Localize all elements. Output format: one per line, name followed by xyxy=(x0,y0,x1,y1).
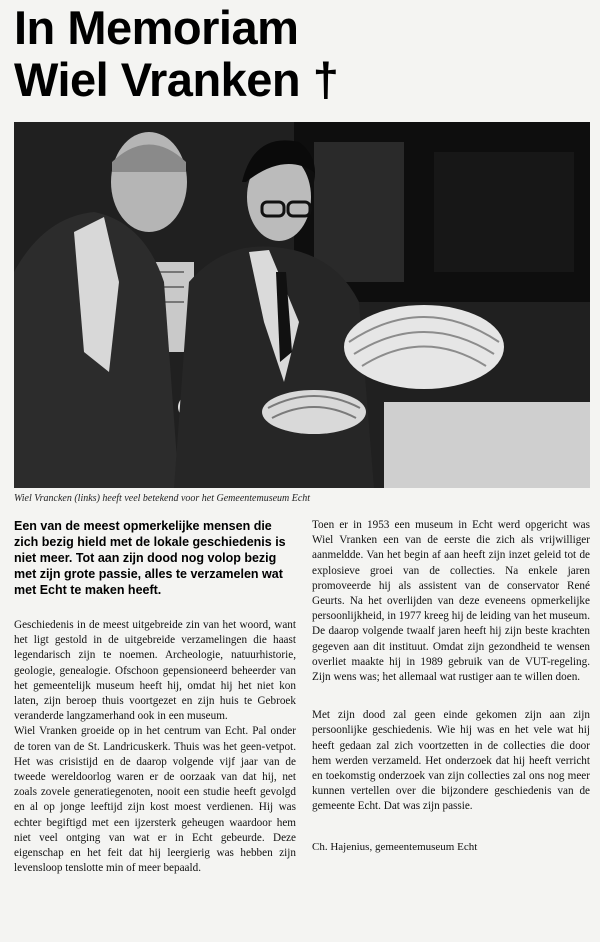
article-body-right xyxy=(312,518,590,815)
article-photo xyxy=(14,122,590,488)
photo-caption: Wiel Vrancken (links) heeft veel betekend voor het Gemeentemuseum Echt xyxy=(14,493,311,504)
headline-line-2: Wiel Vranken † xyxy=(14,53,339,106)
article-column-left xyxy=(14,518,296,876)
photo-illustration xyxy=(14,122,590,488)
paragraph-spacer xyxy=(312,685,590,708)
paragraph: Wiel Vranken groeide op in het centrum van Echt. Pal onder de toren van de St. Landricuskerk. Thuis was het geen-vetpot. Het was crisistijd en de daarop volgende vijf jaar van de tweede wereldoorlog waren er de oorzaak van dat hij, net zoals zovele generatiegenoten, nooit een studie heeft gevolgd en al op jonge leeftijd zijn kost moest verdienen. Hij was echter begiftigd met een ijzersterk geheugen waardoor hem niet veel ontging van wat er in Echt gebeurde. Deze eigenschap en het feit dat hij leergierig was hebben zijn levensloop tenslotte min of meer bepaald. xyxy=(14,725,296,875)
paragraph: Toen er in 1953 een museum in Echt werd opgericht was Wiel Vranken een van de eerste die zich als vrijwilliger aanmeldde. Van het begin af aan heeft zijn inzet geleid tot de explosieve groei van de collecties. Na enkele jaren promoveerde hij als assistent van de conservator René Geurts. Na het overlijden van deze eveneens opmerkelijke persoonlijkheid, in 1977 kreeg hij de leiding van het museum. De daarop volgende twaalf jaren heeft hij zijn beste krachten gegeven aan dit instituut. Omdat zijn gezondheid te wensen overliet maakte hij in 1989 gebruik van de VUT-regeling. Zijn wens was; het allemaal wat rustiger aan te willen doen. xyxy=(312,519,590,684)
article-column-right xyxy=(312,518,590,853)
article-signature: Ch. Hajenius, gemeentemuseum Echt xyxy=(312,840,478,853)
article-body-left xyxy=(14,618,296,876)
paragraph: Geschiedenis in de meest uitgebreide zin van het woord, want het ligt gestold in de uitgebreide verzamelingen die haast legendarisch zijn te noemen. Archeologie, natuurhistorie, geologie, genealogie. Ofschoon gepensioneerd beheerder van het gemeentelijk museum heeft hij, omdat hij het niet kon laten, zijn beroep thuis voortgezet en zijn huis te Gebroek veranderde langzamerhand ook in een museum. xyxy=(14,619,296,723)
article-headline xyxy=(14,2,338,106)
paragraph: Met zijn dood zal geen einde gekomen zijn aan zijn persoonlijke geschiedenis. Wie hij was en het vele wat hij heeft gedaan zal zich voortzetten in de collecties die door hem werden verzameld. Het onderzoek dat hij heeft verricht en toekomstig onderzoek van zijn collecties zal ons nog meer kunnen vertellen over die bijzondere geschiedenis van de gemeente Echt. Dat was zijn passie. xyxy=(312,709,590,813)
headline-line-1: In Memoriam xyxy=(14,1,299,54)
article-lead: Een van de meest opmerkelijke mensen die zich bezig hield met de lokale geschiedenis is niet meer. Tot aan zijn dood nog volop bezig met zijn grote passie, alles te verzamelen wat met Echt te maken heeft. xyxy=(14,519,286,597)
